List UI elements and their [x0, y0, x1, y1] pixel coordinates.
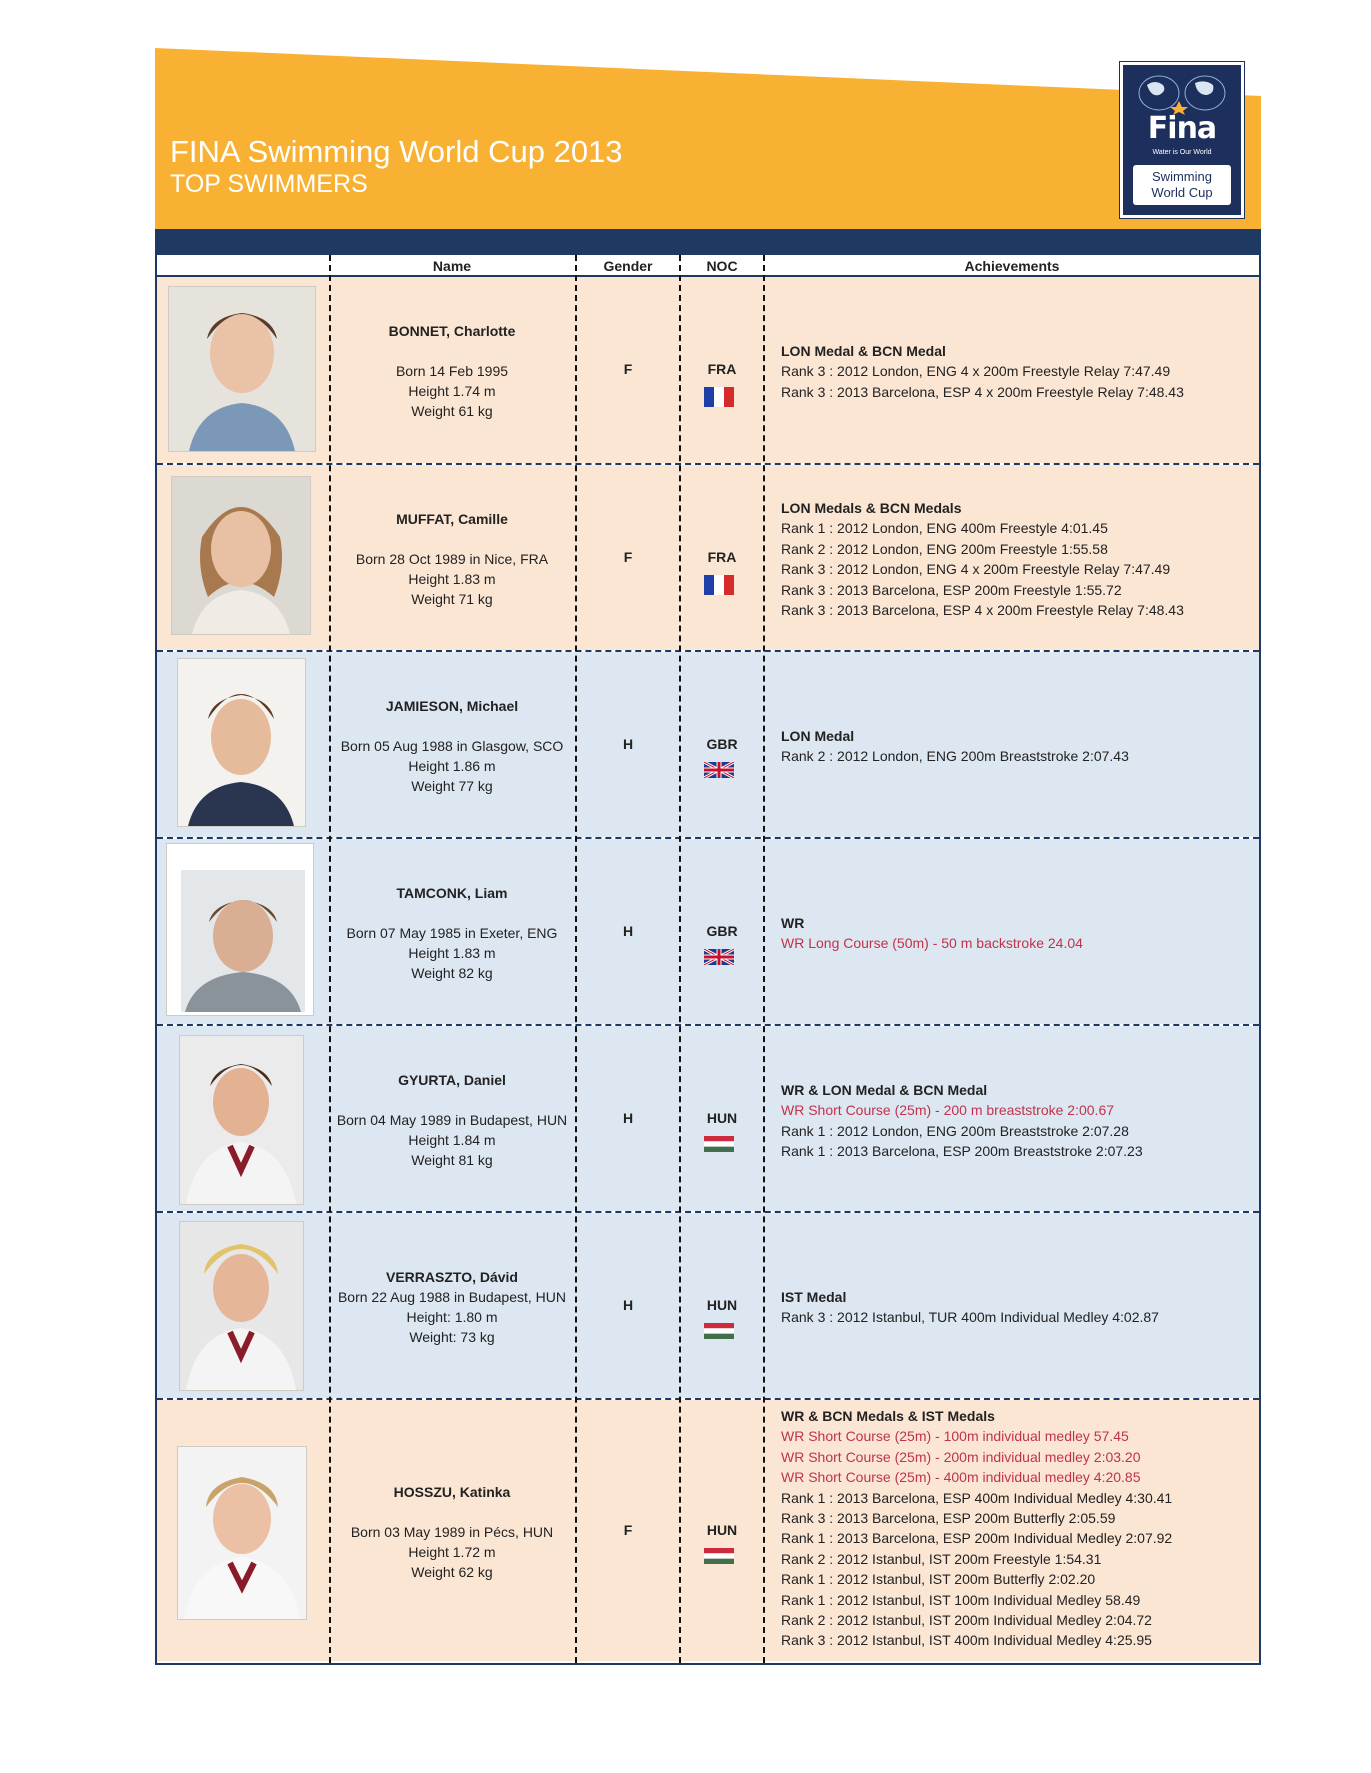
swimmer-weight: Weight: 73 kg	[409, 1329, 495, 1345]
col-header-gender: Gender	[603, 258, 653, 274]
achievement-item: WR Short Course (25m) - 400m individual medley 4:20.85	[781, 1469, 1141, 1486]
swimmer-photo	[171, 476, 311, 635]
achievement-item: WR Long Course (50m) - 50 m backstroke 24.04	[781, 935, 1083, 952]
swimmer-born: Born 22 Aug 1988 in Budapest, HUN	[337, 1289, 567, 1305]
achievement-item: Rank 3 : 2013 Barcelona, ESP 200m Freestyle 1:55.72	[781, 581, 1122, 598]
swimmer-born: Born 14 Feb 1995	[395, 363, 509, 379]
portrait-icon	[169, 287, 315, 451]
achievement-item: Rank 3 : 2012 London, ENG 4 x 200m Freestyle Relay 7:47.49	[781, 561, 1171, 578]
achievement-item: WR Short Course (25m) - 200m individual medley 2:03.20	[781, 1448, 1141, 1465]
swimmer-photo	[179, 1221, 304, 1391]
swimmer-height: Height 1.83 m	[408, 571, 496, 587]
swimmer-weight: Weight 82 kg	[411, 965, 493, 981]
achievement-item: Rank 3 : 2012 Istanbul, TUR 400m Individual Medley 4:02.87	[781, 1309, 1159, 1326]
logo-product-line1: Swimming	[1152, 169, 1212, 184]
page-title: FINA Swimming World Cup 2013	[170, 134, 623, 169]
achievement-item: Rank 3 : 2012 London, ENG 4 x 200m Freestyle Relay 7:47.49	[781, 363, 1171, 380]
swimmer-noc: FRA	[707, 361, 737, 377]
swimmer-name: BONNET, Charlotte	[388, 323, 516, 339]
table-row	[157, 1213, 1259, 1398]
swimmer-noc: GBR	[706, 923, 738, 939]
achievement-item: WR Short Course (25m) - 200 m breaststroke 2:00.67	[781, 1102, 1115, 1119]
column-divider	[329, 255, 331, 1663]
swimmer-photo	[166, 843, 314, 1016]
swimmer-weight: Weight 61 kg	[411, 403, 493, 419]
swimmer-noc: GBR	[706, 736, 738, 752]
portrait-icon	[178, 659, 305, 826]
achievements-title: WR & LON Medal & BCN Medal	[781, 1082, 988, 1098]
achievement-item: Rank 1 : 2012 London, ENG 400m Freestyle 4:01.45	[781, 520, 1108, 537]
swimmer-born: Born 03 May 1989 in Pécs, HUN	[350, 1524, 554, 1540]
swimmer-gender: F	[623, 549, 633, 565]
achievements-title: WR	[781, 915, 805, 931]
col-header-noc: NOC	[706, 258, 738, 274]
table-row	[157, 1026, 1259, 1211]
achievement-item: Rank 1 : 2013 Barcelona, ESP 200m Breaststroke 2:07.23	[781, 1143, 1143, 1160]
swimmer-height: Height 1.86 m	[408, 758, 496, 774]
achievement-item: Rank 1 : 2012 Istanbul, IST 100m Individual Medley 58.49	[781, 1591, 1141, 1608]
france-flag-icon	[704, 575, 734, 595]
row-divider	[157, 463, 1259, 465]
hungary-flag-icon	[704, 1548, 734, 1564]
achievements-title: LON Medal	[781, 728, 855, 744]
table-header-row	[157, 255, 1259, 277]
swimmer-name: JAMIESON, Michael	[385, 698, 519, 714]
row-divider	[157, 1398, 1259, 1400]
swimmer-noc: HUN	[706, 1110, 738, 1126]
swimmer-gender: F	[623, 1522, 633, 1538]
france-flag-icon	[704, 387, 734, 407]
col-header-name: Name	[432, 258, 472, 274]
col-header-photo	[157, 255, 329, 275]
uk-flag-icon	[704, 762, 734, 778]
swimmer-height: Height 1.83 m	[408, 945, 496, 961]
achievements-title: LON Medals & BCN Medals	[781, 500, 962, 516]
achievement-item: Rank 3 : 2012 Istanbul, IST 400m Individual Medley 4:25.95	[781, 1632, 1152, 1649]
swimmer-height: Height: 1.80 m	[406, 1309, 498, 1325]
table-top-bar	[155, 229, 1261, 255]
portrait-icon	[178, 1447, 306, 1619]
swimmer-name: VERRASZTO, Dávid	[386, 1269, 518, 1285]
swimmer-name: TAMCONK, Liam	[396, 885, 508, 901]
achievement-item: Rank 3 : 2013 Barcelona, ESP 200m Butterfly 2:05.59	[781, 1510, 1116, 1527]
swimmer-born: Born 28 Oct 1989 in Nice, FRA	[355, 551, 549, 567]
swimmer-name: HOSSZU, Katinka	[393, 1484, 511, 1500]
achievement-item: Rank 2 : 2012 Istanbul, IST 200m Individual Medley 2:04.72	[781, 1612, 1152, 1629]
swimmer-photo	[177, 658, 306, 827]
swimmer-born: Born 04 May 1989 in Budapest, HUN	[336, 1112, 568, 1128]
swimmer-noc: HUN	[706, 1522, 738, 1538]
uk-flag-icon	[704, 949, 734, 965]
achievements-title: LON Medal & BCN Medal	[781, 343, 946, 359]
logo-product-box	[1133, 165, 1231, 205]
row-divider	[157, 1211, 1259, 1213]
logo-product-line2: World Cup	[1151, 185, 1213, 200]
achievement-item: WR Short Course (25m) - 100m individual medley 57.45	[781, 1428, 1129, 1445]
achievement-item: Rank 2 : 2012 Istanbul, IST 200m Freestyle 1:54.31	[781, 1550, 1102, 1567]
hungary-flag-icon	[704, 1323, 734, 1339]
swimmers-table	[155, 255, 1261, 1665]
achievements-title: WR & BCN Medals & IST Medals	[781, 1408, 995, 1424]
row-divider	[157, 1024, 1259, 1026]
swimmer-height: Height 1.84 m	[408, 1132, 496, 1148]
achievement-item: Rank 2 : 2012 London, ENG 200m Breaststroke 2:07.43	[781, 748, 1129, 765]
fina-logo	[1120, 62, 1244, 218]
swimmer-noc: HUN	[706, 1297, 738, 1313]
table-row	[157, 465, 1259, 650]
swimmer-born: Born 07 May 1985 in Exeter, ENG	[346, 925, 558, 941]
swimmer-photo	[168, 286, 316, 452]
swimmer-gender: H	[622, 1297, 634, 1313]
column-divider	[575, 255, 577, 1663]
table-row	[157, 652, 1259, 837]
logo-tagline: Water is Our World	[1152, 149, 1212, 156]
swimmer-gender: H	[622, 923, 634, 939]
column-divider	[763, 255, 765, 1663]
page-subtitle: TOP SWIMMERS	[170, 170, 368, 198]
swimmer-weight: Weight 62 kg	[411, 1564, 493, 1580]
swimmer-weight: Weight 71 kg	[411, 591, 493, 607]
table-row	[157, 1400, 1259, 1661]
swimmer-photo	[179, 1035, 304, 1205]
row-divider	[157, 837, 1259, 839]
swimmer-gender: H	[622, 1110, 634, 1126]
achievement-item: Rank 3 : 2013 Barcelona, ESP 4 x 200m Freestyle Relay 7:48.43	[781, 602, 1184, 619]
globe-icon	[1129, 71, 1235, 115]
col-header-achievements: Achievements	[964, 258, 1060, 274]
portrait-icon	[180, 1222, 303, 1390]
row-divider	[157, 650, 1259, 652]
swimmer-gender: F	[623, 361, 633, 377]
swimmer-height: Height 1.74 m	[408, 383, 496, 399]
swimmer-weight: Weight 81 kg	[411, 1152, 493, 1168]
swimmer-photo	[177, 1446, 307, 1620]
swimmer-gender: H	[622, 736, 634, 752]
swimmer-name: MUFFAT, Camille	[396, 511, 508, 527]
portrait-icon	[180, 1036, 303, 1204]
achievement-item: Rank 1 : 2013 Barcelona, ESP 400m Individual Medley 4:30.41	[781, 1489, 1173, 1506]
hungary-flag-icon	[704, 1136, 734, 1152]
table-row	[157, 839, 1259, 1024]
achievement-item: Rank 1 : 2012 Istanbul, IST 200m Butterfly 2:02.20	[781, 1571, 1096, 1588]
achievement-item: Rank 3 : 2013 Barcelona, ESP 4 x 200m Freestyle Relay 7:48.43	[781, 383, 1184, 400]
portrait-icon	[167, 844, 313, 1015]
swimmer-name: GYURTA, Daniel	[398, 1072, 506, 1088]
table-row	[157, 277, 1259, 463]
portrait-icon	[172, 477, 310, 634]
column-divider	[679, 255, 681, 1663]
logo-brand: Fina	[1147, 111, 1217, 146]
achievements-title: IST Medal	[781, 1289, 847, 1305]
achievement-item: Rank 2 : 2012 London, ENG 200m Freestyle 1:55.58	[781, 540, 1108, 557]
swimmer-height: Height 1.72 m	[408, 1544, 496, 1560]
swimmer-noc: FRA	[707, 549, 737, 565]
achievement-item: Rank 1 : 2013 Barcelona, ESP 200m Individual Medley 2:07.92	[781, 1530, 1173, 1547]
swimmer-born: Born 05 Aug 1988 in Glasgow, SCO	[340, 738, 564, 754]
achievement-item: Rank 1 : 2012 London, ENG 200m Breaststroke 2:07.28	[781, 1122, 1129, 1139]
swimmer-weight: Weight 77 kg	[411, 778, 493, 794]
